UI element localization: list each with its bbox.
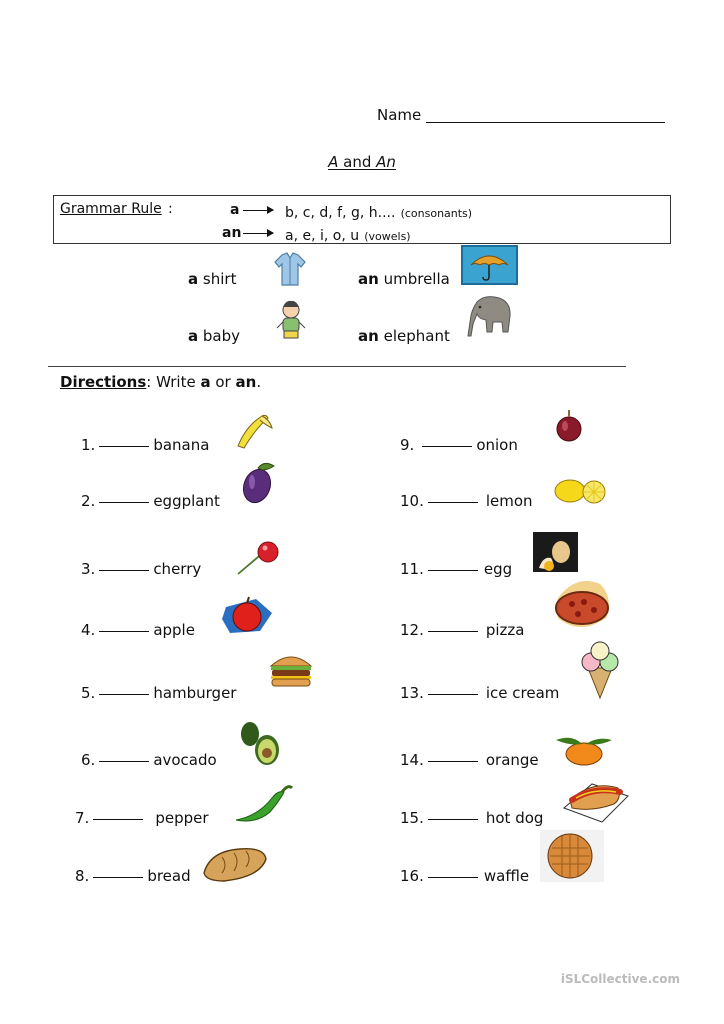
answer-blank[interactable] xyxy=(93,877,143,878)
exercise-row: 16. waffle xyxy=(400,867,530,885)
exercise-row: 14. orange xyxy=(400,751,539,769)
rule-article-an: an xyxy=(222,225,242,241)
hot-dog-icon xyxy=(562,772,630,824)
answer-blank[interactable] xyxy=(428,631,478,632)
name-label: Name xyxy=(377,106,422,124)
answer-blank[interactable] xyxy=(422,446,472,447)
exercise-row: 9. onion xyxy=(400,436,518,454)
rule-consonants: b, c, d, f, g, h.... (consonants) xyxy=(285,205,473,221)
example-a-shirt: a shirt xyxy=(188,270,237,288)
pizza-icon xyxy=(550,578,616,636)
answer-blank[interactable] xyxy=(428,570,478,571)
exercise-row: 1. banana xyxy=(81,436,210,454)
exercise-row: 12. pizza xyxy=(400,621,525,639)
waffle-icon xyxy=(540,830,604,882)
exercise-row: 15. hot dog xyxy=(400,809,544,827)
avocado-icon xyxy=(238,720,282,768)
exercise-row: 10. lemon xyxy=(400,492,533,510)
rule-vowels: a, e, i, o, u (vowels) xyxy=(285,228,411,244)
exercise-row: 4. apple xyxy=(81,621,195,639)
lemon-icon xyxy=(552,472,608,508)
exercise-row: 8. bread xyxy=(75,867,191,885)
banana-icon xyxy=(232,408,274,450)
watermark: iSLCollective.com xyxy=(560,972,680,986)
pepper-icon xyxy=(232,780,294,824)
grammar-rule-label: Grammar Rule xyxy=(60,201,162,217)
exercise-row: 7. pepper xyxy=(75,809,209,827)
eggplant-icon xyxy=(238,456,280,506)
answer-blank[interactable] xyxy=(99,570,149,571)
hamburger-icon xyxy=(268,652,314,690)
answer-blank[interactable] xyxy=(93,819,143,820)
exercise-row: 6. avocado xyxy=(81,751,217,769)
answer-blank[interactable] xyxy=(99,446,149,447)
answer-blank[interactable] xyxy=(428,694,478,695)
answer-blank[interactable] xyxy=(99,502,149,503)
umbrella-icon xyxy=(461,245,518,285)
example-an-umbrella: an umbrella xyxy=(358,270,450,288)
egg-icon xyxy=(533,532,578,572)
exercise-row: 2. eggplant xyxy=(81,492,220,510)
onion-icon xyxy=(551,408,587,444)
exercise-row: 11. egg xyxy=(400,560,513,578)
exercise-row: 3. cherry xyxy=(81,560,202,578)
section-divider xyxy=(48,366,626,367)
answer-blank[interactable] xyxy=(99,694,149,695)
elephant-icon xyxy=(465,292,513,338)
arrow-icon xyxy=(243,233,273,234)
name-input-line[interactable] xyxy=(426,122,665,123)
apple-icon xyxy=(220,595,274,637)
shirt-icon xyxy=(274,252,306,286)
answer-blank[interactable] xyxy=(428,502,478,503)
directions: Directions: Write a or an. xyxy=(60,373,262,391)
bread-icon xyxy=(200,843,270,885)
example-an-elephant: an elephant xyxy=(358,327,450,345)
ice-cream-icon xyxy=(578,640,622,700)
arrow-icon xyxy=(243,210,273,211)
exercise-row: 13. ice cream xyxy=(400,684,560,702)
answer-blank[interactable] xyxy=(99,761,149,762)
cherry-icon xyxy=(234,536,282,578)
example-a-baby: a baby xyxy=(188,327,241,345)
exercise-row: 5. hamburger xyxy=(81,684,237,702)
answer-blank[interactable] xyxy=(428,819,478,820)
answer-blank[interactable] xyxy=(428,761,478,762)
answer-blank[interactable] xyxy=(428,877,478,878)
rule-article-a: a xyxy=(230,202,240,218)
orange-icon xyxy=(552,732,614,768)
baby-icon xyxy=(274,298,308,342)
answer-blank[interactable] xyxy=(99,631,149,632)
worksheet-title: A and An xyxy=(328,153,396,171)
grammar-rule-colon: : xyxy=(168,201,173,217)
